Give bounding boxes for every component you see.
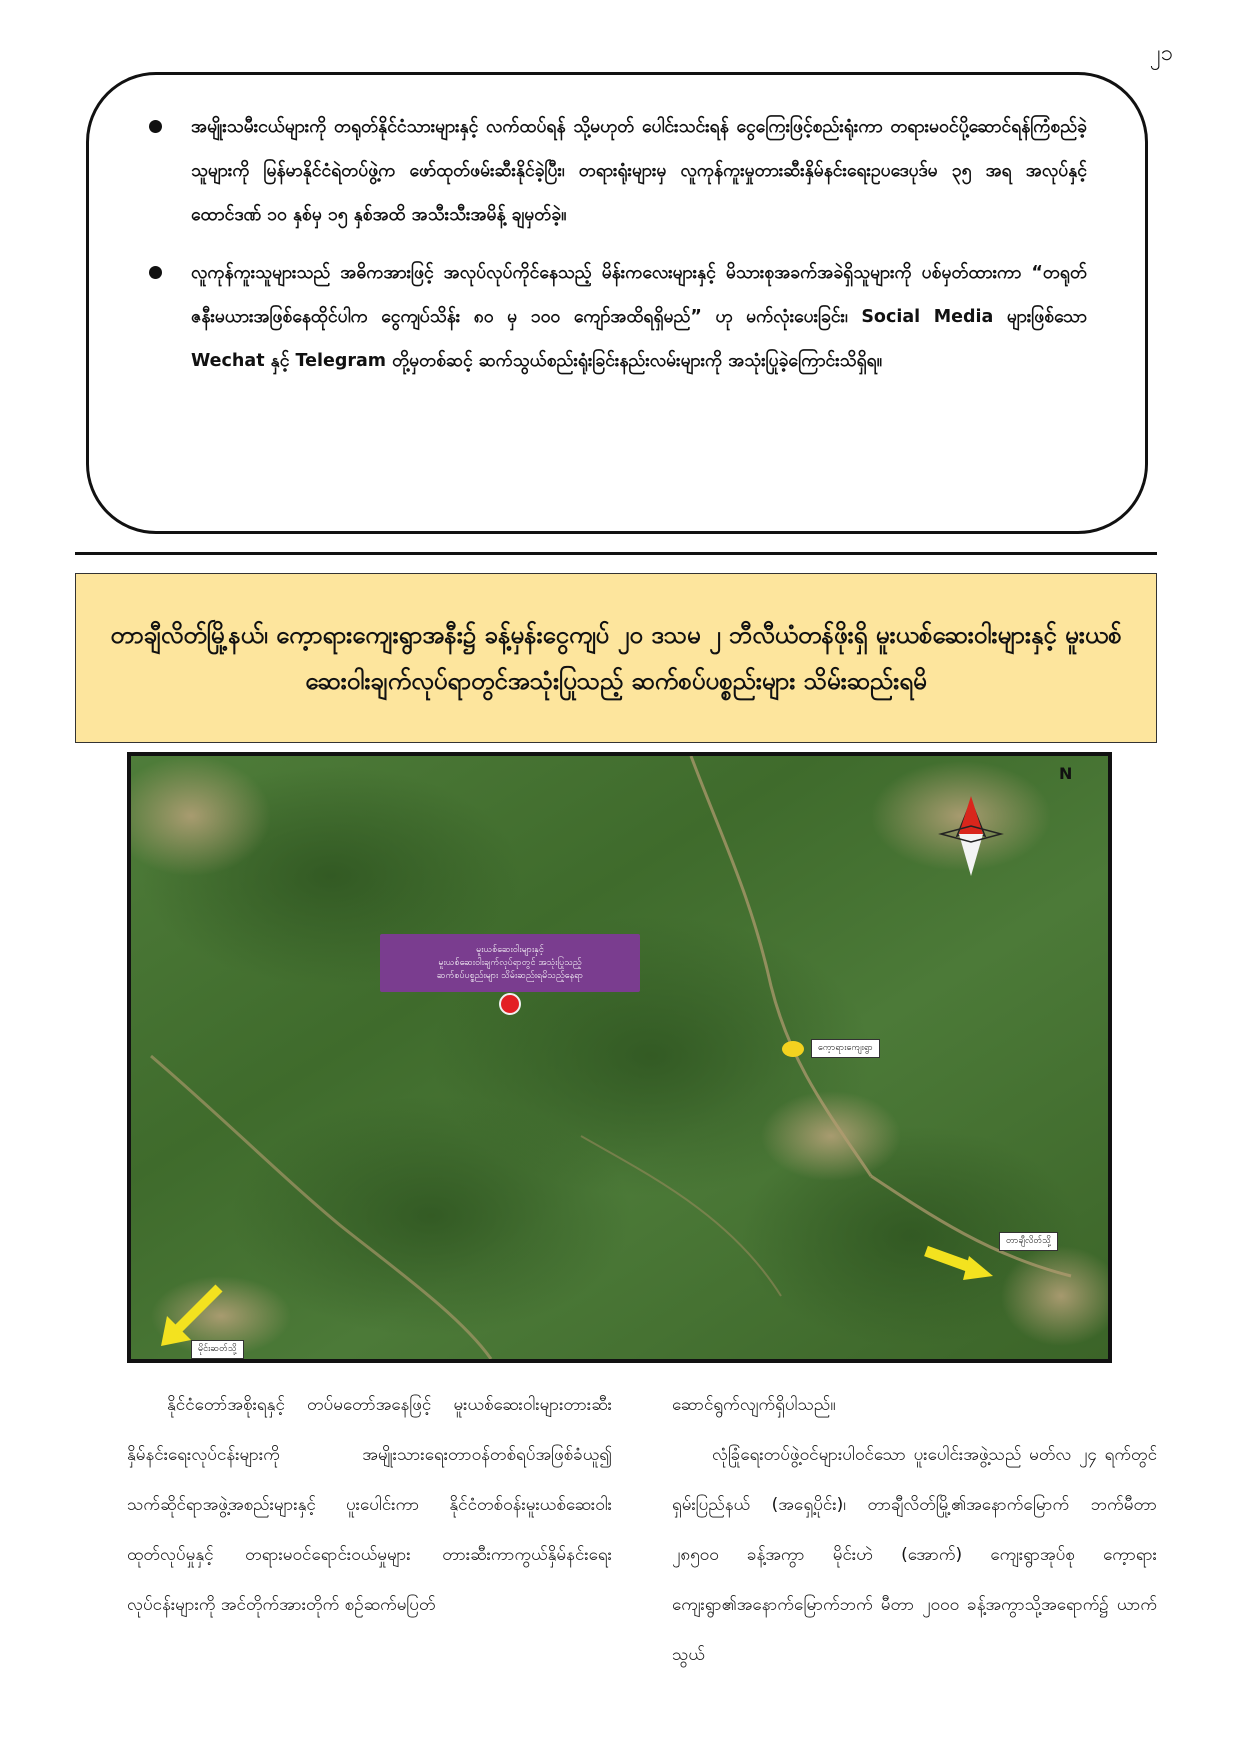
bullet-dot-icon bbox=[149, 120, 162, 133]
section-divider bbox=[75, 552, 1157, 555]
callout-line: မူးယစ်ဆေးဝါးချက်လုပ်ရာတွင် အသုံးပြုသည့် bbox=[438, 957, 582, 968]
north-label: N bbox=[1059, 764, 1073, 783]
map-terrain bbox=[131, 756, 1108, 1359]
left-column bbox=[127, 1380, 612, 1680]
callout-line: ဆက်စပ်ပစ္စည်းများ သိမ်းဆည်းရမိသည့်နေရာ bbox=[436, 970, 584, 981]
bullet-text: လူကုန်ကူးသူများသည် အဓိကအားဖြင့် အလုပ်လုပ်ကိုင်နေသည့် မိန်းကလေးများနှင့် မိသားစုအခက်အခဲရှိသူများကို ပစ်မှတ်ထားကာ “တရုတ်ဇနီးမယားအဖြစ်နေထိုင်ပါက ငွေကျပ်သိန်း ၈၀ မှ ၁၀၀ ကျော်အထိရရှိမည်” ဟု မက်လုံးပေးခြင်း၊ Social Media များဖြစ်သော Wechat နှင့် Telegram တို့မှတစ်ဆင့် ဆက်သွယ်စည်းရုံးခြင်းနည်းလမ်းများကို အသုံးပြုခဲ့ကြောင်းသိရှိရ။ bbox=[191, 263, 1087, 371]
page-number: ၂၁ bbox=[1149, 41, 1173, 66]
village-marker bbox=[782, 1041, 804, 1057]
right-column bbox=[672, 1380, 1157, 1680]
seizure-site-callout bbox=[380, 934, 640, 992]
bullet-dot-icon bbox=[149, 266, 162, 279]
tachileik-label: တာချီလိတ်သို့ bbox=[999, 1232, 1058, 1251]
headline-box bbox=[75, 573, 1157, 743]
callout-line: မူးယစ်ဆေးဝါးများနှင့် bbox=[476, 944, 544, 955]
paragraph: ဆောင်ရွက်လျက်ရှိပါသည်။ bbox=[672, 1395, 836, 1415]
paragraph: လုံခြုံရေးတပ်ဖွဲ့ဝင်များပါဝင်သော ပူးပေါင်းအဖွဲ့သည် မတ်လ ၂၄ ရက်တွင် ရှမ်းပြည်နယ် (အရှေ့ပိုင်း)၊ တာချီလိတ်မြို့၏အနောက်မြောက် ဘက်မီတာ ၂၈၅၀၀ ခန့်အကွာ မိုင်းဟဲ (အောက်) ကျေးရွာအုပ်စု ကေ့ာရားကျေးရွာ၏အနောက်မြောက်ဘက် မီတာ ၂၀၀၀ ခန့်အကွာသို့အရောက်၌ ယာက်သွယ် bbox=[672, 1445, 1157, 1665]
article-body bbox=[127, 1380, 1157, 1680]
seizure-site-marker bbox=[499, 993, 521, 1015]
monghsat-label: မိုင်းဆတ်သို့ bbox=[191, 1340, 244, 1359]
bullet-box bbox=[86, 72, 1148, 534]
bullet-text: အမျိုးသမီးငယ်များကို တရုတ်နိုင်ငံသားများနှင့် လက်ထပ်ရန် သို့မဟုတ် ပေါင်းသင်းရန် ငွေကြေးဖြင့်စည်းရုံးကာ တရားမဝင်ပို့ဆောင်ရန်ကြံစည်ခဲ့သူများကို မြန်မာနိုင်ငံရဲတပ်ဖွဲ့က ဖော်ထုတ်ဖမ်းဆီးနိုင်ခဲ့ပြီး၊ တရားရုံးများမှ လူကုန်ကူးမှုတားဆီးနှိမ်နင်းရေးဥပဒေပုဒ်မ ၃၅ အရ အလုပ်နှင့်ထောင်ဒဏ် ၁၀ နှစ်မှ ၁၅ နှစ်အထိ အသီးသီးအမိန့် ချမှတ်ခဲ့။ bbox=[191, 117, 1087, 225]
village-label: ကေ့ာရားကျေးရွာ bbox=[811, 1039, 880, 1058]
satellite-map bbox=[127, 752, 1112, 1363]
paragraph: နိုင်ငံတော်အစိုးရနှင့် တပ်မတော်အနေဖြင့် မူးယစ်ဆေးဝါးများတားဆီးနှိမ်နင်းရေးလုပ်ငန်းများကို အမျိုးသားရေးတာဝန်တစ်ရပ်အဖြစ်ခံယူ၍ သက်ဆိုင်ရာအဖွဲ့အစည်းများနှင့် ပူးပေါင်းကာ နိုင်ငံတစ်ဝန်းမူးယစ်ဆေးဝါးထုတ်လုပ်မှုနှင့် တရားမဝင်ရောင်းဝယ်မှုများ တားဆီးကာကွယ်နှိမ်နင်းရေး လုပ်ငန်းများကို အင်တိုက်အားတိုက် စဉ်ဆက်မပြတ် bbox=[127, 1395, 612, 1615]
bullet-item bbox=[149, 105, 1087, 237]
bullet-item bbox=[149, 251, 1087, 383]
headline: တာချီလိတ်မြို့နယ်၊ ကေ့ာရားကျေးရွာအနီး၌ ခန့်မှန်းငွေကျပ် ၂၀ ဒသမ ၂ ဘီလီယံတန်ဖိုးရှိ မူးယစ်ဆေးဝါးများနှင့် မူးယစ်ဆေးဝါးချက်လုပ်ရာတွင်အသုံးပြုသည့် ဆက်စပ်ပစ္စည်းများ သိမ်းဆည်းရမိ bbox=[110, 621, 1122, 695]
